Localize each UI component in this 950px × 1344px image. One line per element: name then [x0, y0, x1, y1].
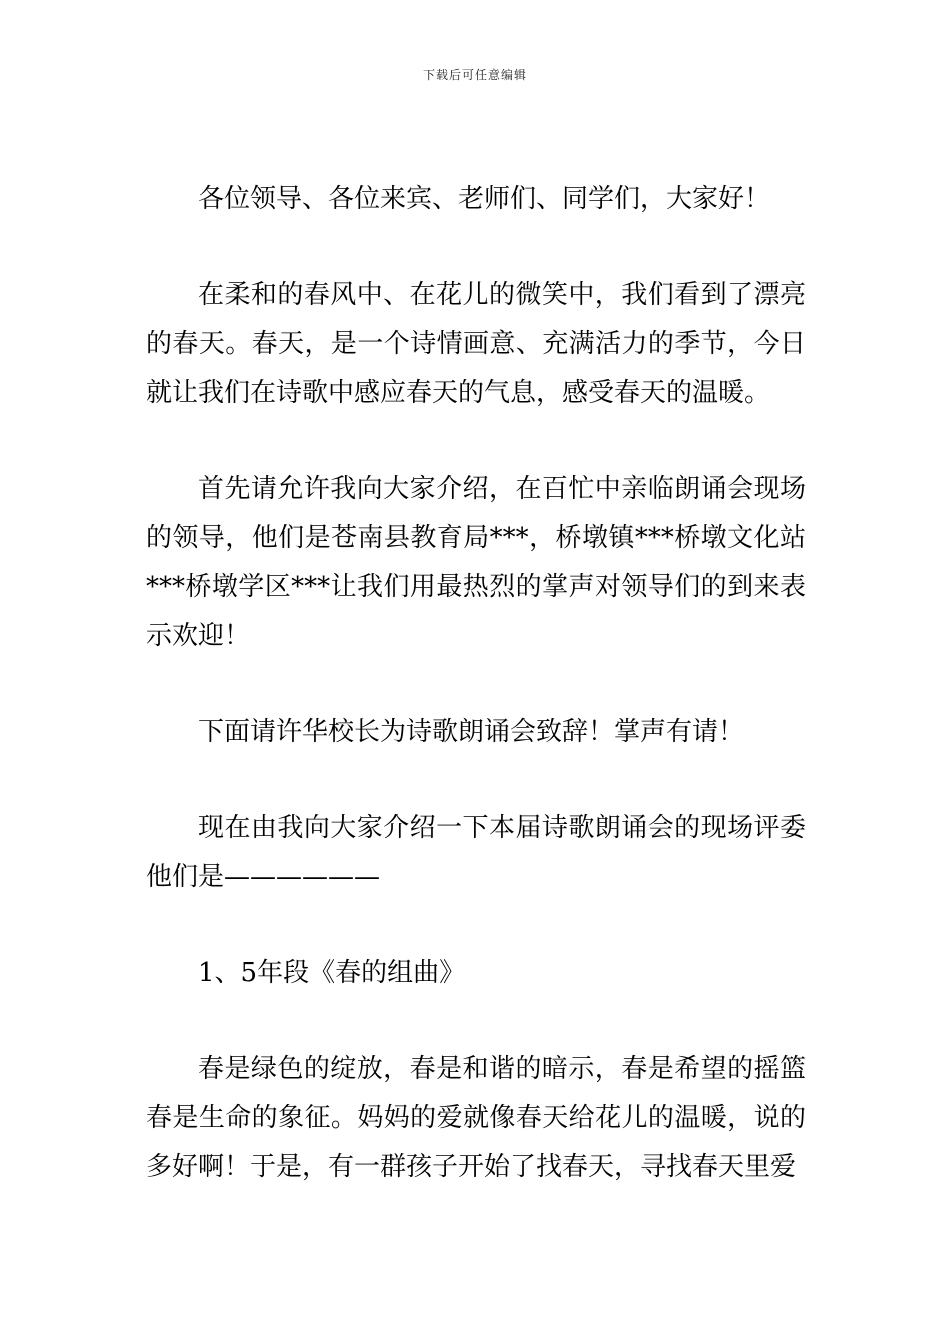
paragraph-program-item-1: 1、5年段《春的组曲》 [198, 958, 466, 988]
paragraph-leaders-intro: 首先请允许我向大家介绍，在百忙中亲临朗诵会现场的领导，他们是苍南县教育局***，桥墩镇***桥墩文化站***桥墩学区***让我们用最热烈的掌声对领导们的到来表示欢迎！ [146, 474, 806, 651]
paragraph-judges-intro: 现在由我向大家介绍一下本届诗歌朗诵会的现场评委他们是—————— [146, 813, 806, 892]
document-body [146, 175, 806, 1192]
paragraph-greeting: 各位领导、各位来宾、老师们、同学们，大家好！ [198, 184, 771, 214]
paragraph-spring-poem-intro: 春是绿色的绽放，春是和谐的暗示，春是希望的摇篮春是生命的象征。妈妈的爱就像春天给花儿的温暖，说的多好啊！于是，有一群孩子开始了找春天，寻找春天里爱 [146, 1054, 806, 1182]
paragraph-principal-speech: 下面请许华校长为诗歌朗诵会致辞！掌声有请！ [198, 717, 745, 747]
header-note: 下载后可任意编辑 [422, 68, 527, 82]
paragraph-spring-intro: 在柔和的春风中、在花儿的微笑中，我们看到了漂亮的春天。春天，是一个诗情画意、充满活力的季节，今日就让我们在诗歌中感应春天的气息，感受春天的温暖。 [146, 280, 806, 408]
